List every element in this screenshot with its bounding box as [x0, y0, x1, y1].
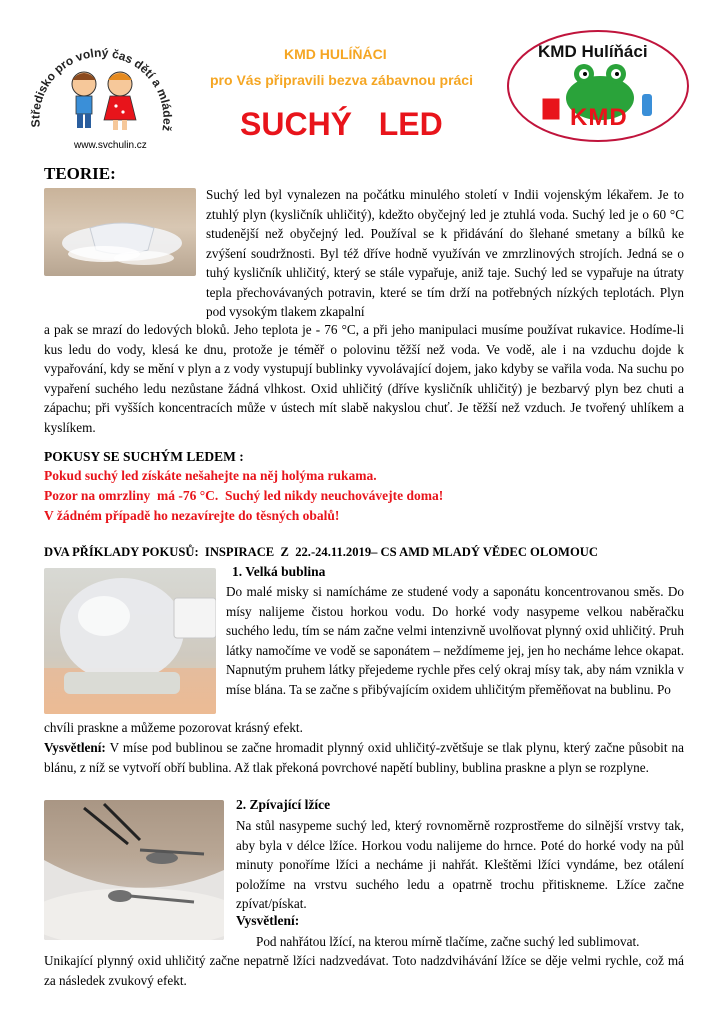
- exp1-explain-label: Vysvětlení:: [44, 740, 106, 755]
- logo-url: www.svchulin.cz: [74, 140, 147, 151]
- spoon-tongs-icon: [44, 800, 224, 940]
- spoon-experiment-photo: [44, 800, 224, 940]
- safety-warning: Pozor na omrzliny má -76 °C. Suchý led nikdy neuchovávejte doma!: [44, 488, 444, 503]
- exp1-title: 1. Velká bublina: [232, 564, 326, 579]
- page-title: SUCHÝ LED: [240, 106, 443, 142]
- exp2-explain-label: Vysvětlení:: [236, 913, 300, 928]
- theory-paragraph-full: a pak se mrazí do ledových bloků. Jeho teplota je - 76 °C, a při jeho manipulaci musíme používat rukavice. Hodíme-li kus ledu do vody, klesá ke dnu, protože je téměř o polovinu těžší než voda. Ve vodě, ale i na vzduchu dojde k vypařování, kdy se mění v plyn a z vody vystupují bublinky vyvolávající dojem, jako kdyby se vařila voda. Na suchu po vypaření suchého ledu nezůstane žádná vlhkost. Oxid uhličitý (dříve kysličník uhličitý) je bezbarvý plyn bez chuti a zápachu; při vyšších koncentracích může v ústech mít slabě nakyslou chuť. Je těžší než vzduch. Je tvořený uhlíkem a kyslíkem.: [44, 322, 684, 435]
- bubble-experiment-photo: [44, 568, 216, 714]
- safety-warning: V žádném případě ho nezavírejte do těsných obalů!: [44, 508, 340, 523]
- left-logo: [22, 22, 182, 162]
- right-logo-title: KMD Hulíňáci: [538, 42, 648, 61]
- bowl-fog-icon: [44, 188, 196, 276]
- exp1-explanation: [44, 738, 684, 777]
- safety-warning: Pokud suchý led získáte nešahejte na něj holýma rukama.: [44, 468, 377, 483]
- exp2-explain-full: Unikající plynný oxid uhličitý začne nepatrně lžíci nadzvedávat. Toto nadzdvihávání lžíce se děje velmi rychle, což má za následek zvukový efekt.: [44, 953, 684, 988]
- exp2-explain-wrapped: Pod nahřátou lžící, na kterou mírně tlačíme, začne suchý led sublimovat.: [256, 934, 640, 949]
- logo-arc-text: Středisko pro volný čas dětí a mládež: [28, 45, 175, 133]
- exp1-explain-text: V míse pod bublinou se začne hromadit plynný oxid uhličitý-zvětšuje se tlak plynu, který začne působit na blánu, z níž se vytvoří obří bublina. Až tlak překoná povrchové napětí bubliny, bublina praskne a plyn se rozplyne.: [44, 740, 684, 775]
- exp1-text-full: chvíli praskne a můžeme pozorovat krásný efekt.: [44, 720, 303, 735]
- dry-ice-bowl-photo: [44, 188, 196, 276]
- exp1-text-wrapped: Do malé misky si namícháme ze studené vody a saponátu koncentrovanou směs. Do mísy nalijeme čistou horkou vodu. Do horké vody nasypeme velkou naběračku suchého ledu, tím se nám začne velmi intenzivně uvolňovat plynný oxid uhličitý. Pruh látky namočíme ve vodě se saponátem – neždímeme jej, jen ho necháme lehce okapat. Napnutým pruhem látky přejedeme rychle přes celý okraj mísy tak, aby nám vznikla v míse blána. Ta se začne s přibývajícím oxidem uhličitým přeměňovat na bublinu. Po: [226, 584, 684, 697]
- right-logo: [504, 28, 692, 144]
- exp2-text-wrapped: Na stůl nasypeme suchý led, který rovnoměrně rozprostřeme do silnější vrstvy tak, aby byla v délce lžíce. Horkou vodu nalijeme do hrnce. Poté do horké vody na půl minuty ponoříme lžíci a necháme ji nahřát. Kleštěmi lžíci vyndáme, bez otálení položíme na vrstvu suchého ledu a opatrně trochu přitiskneme. Lžíce začne zpívat/pískat.: [236, 818, 684, 911]
- theory-heading: TEORIE:: [44, 164, 116, 183]
- right-logo-letters: KMD: [570, 104, 628, 131]
- theory-paragraph-wrapped: Suchý led byl vynalezen na počátku minulého století v Indii vojenským lékařem. Je to ztuhlý plyn (kysličník uhličitý), kdežto obyčejný led je ztuhlá voda. Suchý led je o 60 °C studenější než obyčejný led. Používal se k přidávání do šlehané smetany a bílků ke zvýšení soudržnosti. Byl též dříve hodně využíván ve zmrzlinových strojích. Jedná se o tuhý kysličník uhličitý, který se stále vypařuje, aniž taje. Suchý led se vypařuje na útraty tepla přechovávaných potravin, které se tím drží na potřebných nízkých teplotách. Plyn pod vysokým tlakem zkapalní: [206, 187, 684, 319]
- examples-heading: DVA PŘÍKLADY POKUSŮ: INSPIRACE Z 22.-24.11.2019– CS AMD MLADÝ VĚDEC OLOMOUC: [44, 545, 598, 559]
- sub-line: pro Vás připravili bezva zábavnou práci: [210, 72, 473, 88]
- safety-heading: POKUSY SE SUCHÝM LEDEM :: [44, 449, 244, 464]
- bubble-icon: [44, 568, 216, 714]
- org-line: KMD HULÍŇÁCI: [284, 46, 387, 62]
- exp2-title: 2. Zpívající lžíce: [236, 797, 331, 812]
